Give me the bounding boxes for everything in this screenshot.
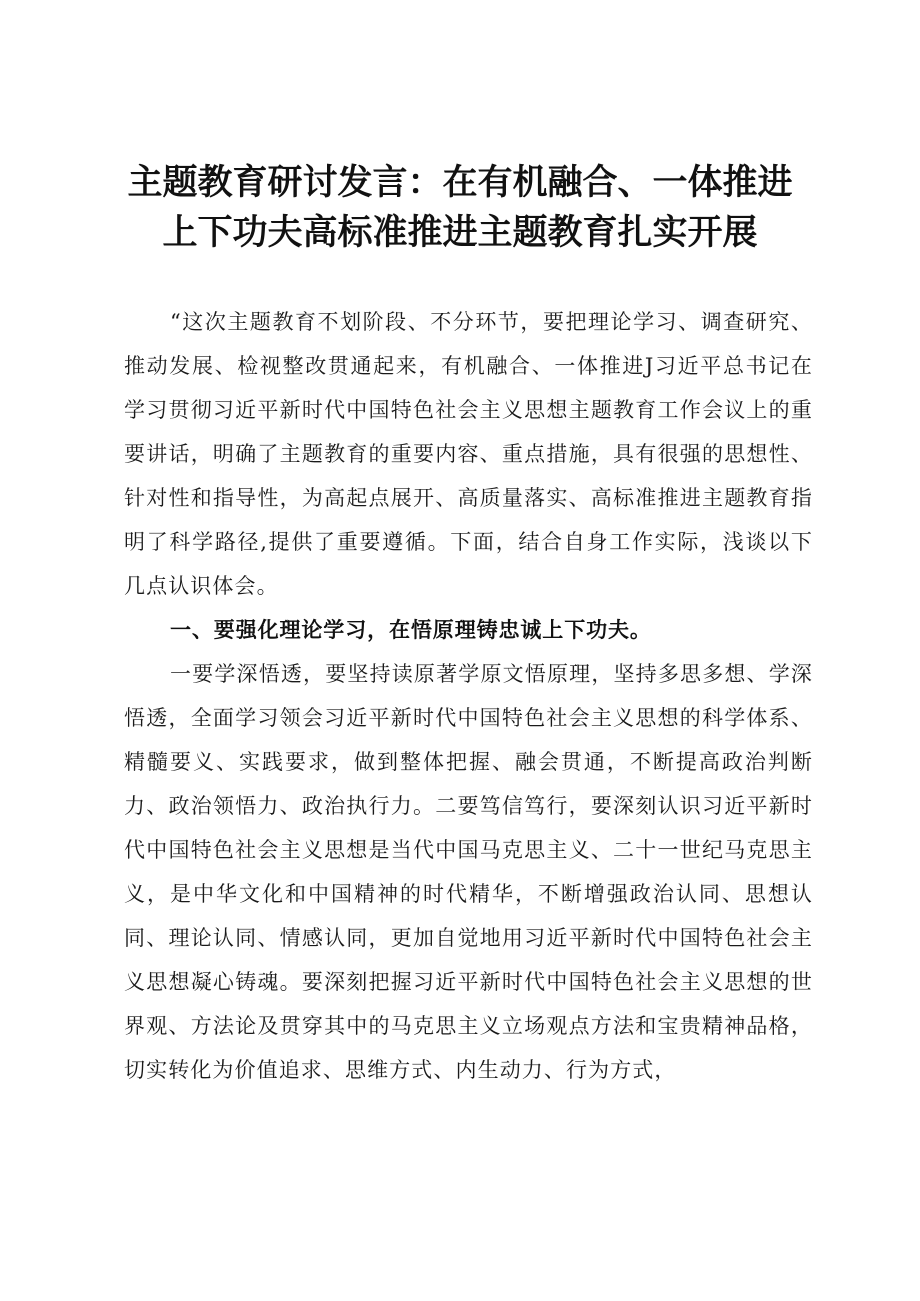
section-heading: 一、要强化理论学习，在悟原理铸忠诚上下功夫。: [170, 618, 652, 642]
intro-paragraph: “这次主题教育不划阶段、不分环节，要把理论学习、调查研究、推动发展、检视整改贯通起来，有机融合、一体推进J习近平总书记在学习贯彻习近平新时代中国特色社会主义思想主题教育工作会议上的重要讲话，明确了主题教育的重要内容、重点措施，具有很强的思想性、针对性和指导性，为高起点展开、高质量落实、高标准推进主题教育指明了科学路径,提供了重要遵循。下面，结合自身工作实际，浅谈以下几点认识体会。: [124, 310, 813, 598]
title-line-2: 上下功夫高标准推进主题教育扎实开展: [162, 213, 758, 253]
title-line-1: 主题教育研讨发言：在有机融合、一体推进: [127, 163, 793, 203]
section-paragraph: 一要学深悟透，要坚持读原著学原文悟原理，坚持多思多想、学深悟透，全面学习领会习近平新时代中国特色社会主义思想的科学体系、精髓要义、实践要求，做到整体把握、融会贯通，不断提高政治判断力、政治领悟力、政治执行力。二要笃信笃行，要深刻认识习近平新时代中国特色社会主义思想是当代中国马克思主义、二十一世纪马克思主义，是中华文化和中国精神的时代精华，不断增强政治认同、思想认同、理论认同、情感认同，更加自觉地用习近平新时代中国特色社会主义思想凝心铸魂。要深刻把握习近平新时代中国特色社会主义思想的世界观、方法论及贯穿其中的马克思主义立场观点方法和宝贵精神品格，切实转化为价值追求、思维方式、内生动力、行为方式，: [124, 662, 813, 1082]
document-body: [124, 300, 813, 1092]
document-title: [0, 158, 920, 258]
